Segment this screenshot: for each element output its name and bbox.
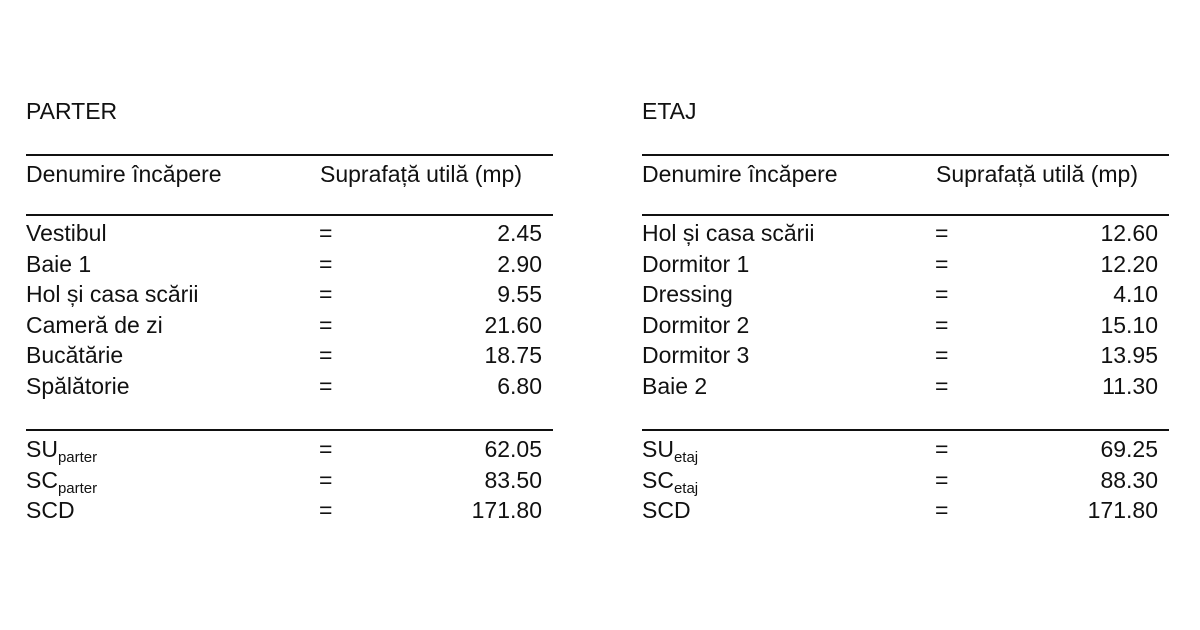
- equals-sign: =: [319, 220, 333, 246]
- equals-sign: =: [319, 311, 333, 338]
- room-area: 9.55: [497, 281, 542, 307]
- total-value: 83.50: [484, 466, 542, 493]
- total-subscript: etaj: [673, 449, 699, 466]
- totals-row: [642, 436, 1169, 466]
- total-value: 69.25: [1100, 436, 1158, 462]
- column-header-area: Suprafață utilă (mp): [320, 161, 522, 187]
- etaj-panel: [642, 0, 1172, 630]
- room-area: 15.10: [1100, 311, 1158, 338]
- equals-sign: =: [319, 466, 333, 493]
- equals-sign: =: [935, 281, 949, 307]
- totals-rule: [642, 429, 1169, 431]
- equals-sign: =: [935, 497, 949, 523]
- total-label: $SC_{etaj}$: [642, 466, 699, 497]
- table-row: [26, 281, 553, 311]
- equals-sign: =: [935, 372, 949, 399]
- column-header-name: Denumire încăpere: [642, 161, 838, 187]
- room-area: 6.80: [497, 372, 542, 399]
- table-row: [642, 342, 1169, 372]
- totals-row: [26, 467, 553, 497]
- table-row: [642, 281, 1169, 311]
- table-row: [26, 251, 553, 281]
- room-area: 13.95: [1100, 342, 1158, 368]
- room-area: 11.30: [1102, 372, 1158, 399]
- room-name: Baie 2: [642, 372, 708, 399]
- etaj-title: ETAJ: [642, 98, 697, 124]
- room-area: 18.75: [484, 342, 542, 368]
- totals-row: [642, 497, 1169, 527]
- room-name: Baie 1: [26, 250, 92, 277]
- total-label: $SC_{parter}$: [26, 466, 98, 497]
- total-value: 62.05: [484, 436, 542, 462]
- table-top-rule: [642, 154, 1169, 156]
- equals-sign: =: [935, 436, 949, 462]
- table-row: [642, 220, 1169, 250]
- table-row: [26, 373, 553, 403]
- parter-title: PARTER: [26, 98, 118, 124]
- parter-panel: [26, 0, 556, 630]
- room-area: 2.90: [497, 250, 542, 277]
- total-subscript: parter: [57, 479, 98, 497]
- room-area: 2.45: [497, 220, 542, 246]
- room-name: Dormitor 1: [642, 250, 750, 277]
- room-area: 21.60: [484, 311, 542, 338]
- equals-sign: =: [935, 466, 949, 493]
- column-header-name: Denumire încăpere: [26, 161, 222, 187]
- total-value: 171.80: [1087, 497, 1158, 523]
- header-rule: [26, 214, 553, 216]
- totals-rule: [26, 429, 553, 431]
- totals-row: [26, 436, 553, 466]
- total-label: $SU_{etaj}$: [642, 436, 699, 466]
- equals-sign: =: [935, 311, 949, 338]
- total-subscript: parter: [57, 449, 98, 466]
- total-value: 88.30: [1100, 466, 1158, 493]
- equals-sign: =: [319, 250, 333, 277]
- total-label: SCD: [642, 497, 691, 523]
- room-name: Dormitor 3: [642, 342, 750, 368]
- room-name: Vestibul: [26, 220, 107, 246]
- column-header-area: Suprafață utilă (mp): [936, 161, 1138, 187]
- totals-row: [642, 467, 1169, 497]
- room-area: 12.60: [1100, 220, 1158, 246]
- equals-sign: =: [935, 220, 949, 246]
- equals-sign: =: [935, 342, 949, 368]
- room-name: Hol și casa scării: [642, 220, 815, 246]
- total-label: $SU_{parter}$: [26, 436, 98, 466]
- table-row: [26, 342, 553, 372]
- room-area: 12.20: [1100, 250, 1158, 277]
- table-top-rule: [26, 154, 553, 156]
- equals-sign: =: [319, 497, 333, 523]
- table-row: [26, 312, 553, 342]
- equals-sign: =: [935, 250, 949, 277]
- table-row: [642, 312, 1169, 342]
- room-name: Cameră de zi: [26, 311, 163, 338]
- total-label: SCD: [26, 497, 75, 523]
- total-subscript: etaj: [673, 479, 699, 497]
- total-value: 171.80: [471, 497, 542, 523]
- room-name: Dormitor 2: [642, 311, 750, 338]
- header-rule: [642, 214, 1169, 216]
- equals-sign: =: [319, 372, 333, 399]
- equals-sign: =: [319, 342, 333, 368]
- totals-row: [26, 497, 553, 527]
- table-row: [642, 251, 1169, 281]
- room-name: Spălătorie: [26, 372, 130, 399]
- table-row: [642, 373, 1169, 403]
- room-name: Dressing: [642, 281, 733, 307]
- equals-sign: =: [319, 281, 333, 307]
- room-name: Bucătărie: [26, 342, 124, 368]
- table-row: [26, 220, 553, 250]
- room-area: 4.10: [1113, 281, 1158, 307]
- equals-sign: =: [319, 436, 333, 462]
- room-name: Hol și casa scării: [26, 281, 199, 307]
